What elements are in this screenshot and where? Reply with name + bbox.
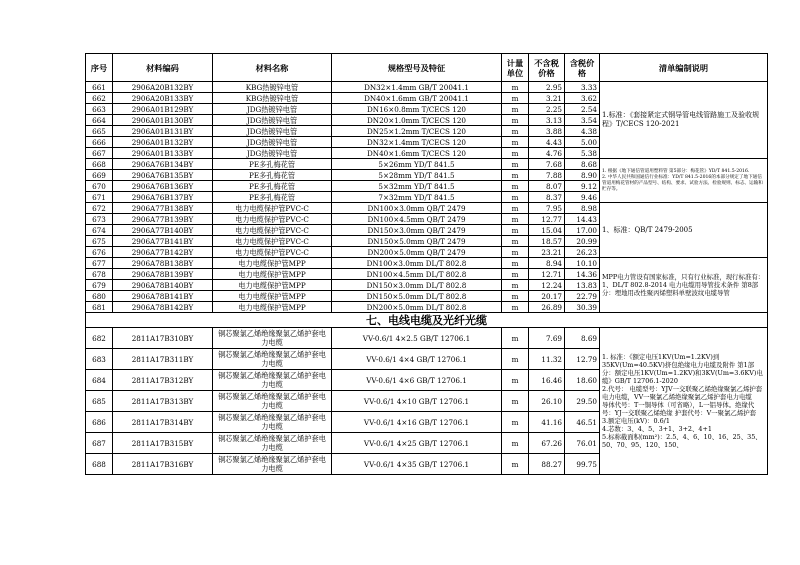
cell-spec: DN25×1.2mm T/CECS 120: [332, 126, 502, 137]
cell-code: 2906A77B139BY: [113, 214, 213, 225]
cell-unit: m: [502, 214, 529, 225]
cell-name: 铜芯聚氯乙烯绝缘聚氯乙烯护套电力电缆: [213, 349, 332, 370]
cell-spec: DN32×1.4mm GB/T 20041.1: [332, 82, 502, 93]
cell-price-inc-tax: 29.50: [565, 391, 600, 412]
cell-code: 2906A78B140BY: [113, 280, 213, 291]
cell-price-inc-tax: 13.83: [565, 280, 600, 291]
cell-name: JDG热镀锌电管: [213, 148, 332, 159]
notes-cell: 1、标准：QB/T 2479-2005: [600, 203, 768, 258]
cell-no: 668: [86, 159, 113, 170]
cell-spec: 7×32mm YD/T 841.5: [332, 192, 502, 203]
cell-code: 2906A20B132BY: [113, 82, 213, 93]
cell-price-ex-tax: 2.95: [529, 82, 565, 93]
cell-unit: m: [502, 126, 529, 137]
cell-name: 电力电缆保护管MPP: [213, 258, 332, 269]
notes-cell: 1. 根据《地下通信管道用塑料管 第5部分：梅花管》YD/T 841.5-2016. 2. 中华人民共和国通信行业标准：YD/T 841.5-2016的本部分规定了地下通信管道用梅花管材的产品型号、结构、要求、试验方法、检验规则、标志、运输和贮存等。: [600, 159, 768, 203]
cell-name: JDG热镀锌电管: [213, 115, 332, 126]
cell-price-ex-tax: 8.94: [529, 258, 565, 269]
cell-price-inc-tax: 46.51: [565, 412, 600, 433]
cell-price-inc-tax: 76.01: [565, 433, 600, 454]
cell-code: 2811A17B315BY: [113, 433, 213, 454]
cell-spec: DN20×1.0mm T/CECS 120: [332, 115, 502, 126]
cell-unit: m: [502, 454, 529, 475]
cell-price-inc-tax: 5.00: [565, 137, 600, 148]
cell-price-inc-tax: 8.69: [565, 328, 600, 349]
cell-spec: VV-0.6/1 4×10 GB/T 12706.1: [332, 391, 502, 412]
cell-name: KBG热镀锌电管: [213, 82, 332, 93]
cell-spec: VV-0.6/1 4×25 GB/T 12706.1: [332, 433, 502, 454]
cell-unit: m: [502, 328, 529, 349]
cell-name: 电力电缆保护管PVC-C: [213, 236, 332, 247]
cell-name: JDG热镀锌电管: [213, 137, 332, 148]
cell-price-inc-tax: 20.99: [565, 236, 600, 247]
cell-spec: DN100×4.5mm QB/T 2479: [332, 214, 502, 225]
cell-unit: m: [502, 236, 529, 247]
cell-unit: m: [502, 148, 529, 159]
cell-code: 2811A17B312BY: [113, 370, 213, 391]
cell-price-inc-tax: 9.46: [565, 192, 600, 203]
cell-price-ex-tax: 4.76: [529, 148, 565, 159]
col-header-no: 序号: [86, 54, 113, 82]
cell-spec: DN150×5.0mm QB/T 2479: [332, 236, 502, 247]
cell-name: 铜芯聚氯乙烯绝缘聚氯乙烯护套电力电缆: [213, 328, 332, 349]
cell-price-ex-tax: 18.57: [529, 236, 565, 247]
cell-price-ex-tax: 4.43: [529, 137, 565, 148]
cell-no: 672: [86, 203, 113, 214]
cell-price-inc-tax: 26.23: [565, 247, 600, 258]
cell-spec: 5×32mm YD/T 841.5: [332, 181, 502, 192]
cell-price-ex-tax: 7.69: [529, 328, 565, 349]
cell-spec: DN16×0.8mm T/CECS 120: [332, 104, 502, 115]
cell-price-inc-tax: 4.38: [565, 126, 600, 137]
cell-unit: m: [502, 225, 529, 236]
cell-code: 2906A20B133BY: [113, 93, 213, 104]
col-header-code: 材料编码: [113, 54, 213, 82]
cell-code: 2906A76B137BY: [113, 192, 213, 203]
cell-price-inc-tax: 3.54: [565, 115, 600, 126]
cell-name: JDG热镀锌电管: [213, 126, 332, 137]
cell-price-ex-tax: 7.68: [529, 159, 565, 170]
cell-name: 电力电缆保护管MPP: [213, 269, 332, 280]
cell-spec: DN40×1.6mm GB/T 20041.1: [332, 93, 502, 104]
col-header-spec: 规格型号及特征: [332, 54, 502, 82]
cell-code: 2906A01B129BY: [113, 104, 213, 115]
cell-price-inc-tax: 2.54: [565, 104, 600, 115]
cell-code: 2811A17B311BY: [113, 349, 213, 370]
cell-price-inc-tax: 17.00: [565, 225, 600, 236]
cell-spec: DN150×5.0mm DL/T 802.8: [332, 291, 502, 302]
cell-spec: VV-0.6/1 4×6 GB/T 12706.1: [332, 370, 502, 391]
cell-price-inc-tax: 22.79: [565, 291, 600, 302]
cell-unit: m: [502, 433, 529, 454]
cell-name: JDG热镀锌电管: [213, 104, 332, 115]
cell-no: 687: [86, 433, 113, 454]
cell-price-ex-tax: 41.16: [529, 412, 565, 433]
cell-unit: m: [502, 115, 529, 126]
cell-spec: DN100×3.0mm DL/T 802.8: [332, 258, 502, 269]
cell-spec: VV-0.6/1 4×2.5 GB/T 12706.1: [332, 328, 502, 349]
cell-unit: m: [502, 280, 529, 291]
cell-spec: DN40×1.6mm T/CECS 120: [332, 148, 502, 159]
cell-spec: DN200×5.0mm QB/T 2479: [332, 247, 502, 258]
notes-cell: MPP电力管设有国家标准，只有行业标准，现行标准有： 1、DL/T 802.8-2014 电力电缆用导管技术条件 第8部分：埋地用改性聚丙烯塑料单壁波纹电缆导管: [600, 258, 768, 313]
cell-price-ex-tax: 8.37: [529, 192, 565, 203]
cell-name: 电力电缆保护管PVC-C: [213, 225, 332, 236]
cell-price-ex-tax: 26.10: [529, 391, 565, 412]
cell-name: PE多孔梅花管: [213, 181, 332, 192]
cell-price-ex-tax: 67.26: [529, 433, 565, 454]
col-header-price-inc-tax: 含税价格: [565, 54, 600, 82]
col-header-price-ex-tax: 不含税价格: [529, 54, 565, 82]
notes-cell: 1.标准：《套接紧定式钢导管电线管路施工及验收规程》T/CECS 120-2021: [600, 82, 768, 159]
cell-code: 2811A17B314BY: [113, 412, 213, 433]
cell-code: 2906A77B138BY: [113, 203, 213, 214]
cell-name: 电力电缆保护管MPP: [213, 280, 332, 291]
cell-spec: VV-0.6/1 4×16 GB/T 12706.1: [332, 412, 502, 433]
cell-price-ex-tax: 12.71: [529, 269, 565, 280]
cell-price-inc-tax: 99.75: [565, 454, 600, 475]
cell-no: 673: [86, 214, 113, 225]
col-header-unit: 计量单位: [502, 54, 529, 82]
cell-unit: m: [502, 412, 529, 433]
cell-price-ex-tax: 3.13: [529, 115, 565, 126]
cell-unit: m: [502, 349, 529, 370]
cell-price-inc-tax: 8.68: [565, 159, 600, 170]
cell-no: 688: [86, 454, 113, 475]
cell-no: 663: [86, 104, 113, 115]
section-title: 七、电线电缆及光纤光缆: [86, 313, 768, 328]
cell-code: 2906A78B142BY: [113, 302, 213, 313]
cell-no: 683: [86, 349, 113, 370]
cell-no: 682: [86, 328, 113, 349]
cell-no: 671: [86, 192, 113, 203]
cell-unit: m: [502, 247, 529, 258]
cell-price-ex-tax: 16.46: [529, 370, 565, 391]
table-row: [86, 159, 768, 170]
section-header-row: [86, 313, 768, 328]
cell-no: 684: [86, 370, 113, 391]
cell-unit: m: [502, 269, 529, 280]
cell-code: 2906A78B141BY: [113, 291, 213, 302]
cell-no: 661: [86, 82, 113, 93]
cell-no: 677: [86, 258, 113, 269]
cell-no: 675: [86, 236, 113, 247]
cell-price-inc-tax: 3.33: [565, 82, 600, 93]
cell-price-inc-tax: 5.38: [565, 148, 600, 159]
cell-no: 670: [86, 181, 113, 192]
cell-unit: m: [502, 170, 529, 181]
cell-price-ex-tax: 11.32: [529, 349, 565, 370]
cell-price-inc-tax: 30.39: [565, 302, 600, 313]
cell-price-ex-tax: 3.21: [529, 93, 565, 104]
cell-code: 2906A76B136BY: [113, 181, 213, 192]
cell-unit: m: [502, 159, 529, 170]
cell-spec: DN100×3.0mm QB/T 2479: [332, 203, 502, 214]
cell-unit: m: [502, 391, 529, 412]
cell-name: 电力电缆保护管MPP: [213, 302, 332, 313]
cell-no: 662: [86, 93, 113, 104]
cell-price-ex-tax: 7.88: [529, 170, 565, 181]
cell-price-ex-tax: 2.25: [529, 104, 565, 115]
cell-code: 2906A01B130BY: [113, 115, 213, 126]
cell-unit: m: [502, 93, 529, 104]
table-row: [86, 328, 768, 349]
cell-price-ex-tax: 12.24: [529, 280, 565, 291]
cell-code: 2811A17B316BY: [113, 454, 213, 475]
cell-code: 2811A17B310BY: [113, 328, 213, 349]
table-row: [86, 258, 768, 269]
cell-unit: m: [502, 192, 529, 203]
cell-no: 679: [86, 280, 113, 291]
cell-price-inc-tax: 8.90: [565, 170, 600, 181]
cell-name: 铜芯聚氯乙烯绝缘聚氯乙烯护套电力电缆: [213, 454, 332, 475]
cell-unit: m: [502, 291, 529, 302]
cell-name: PE多孔梅花管: [213, 159, 332, 170]
cell-spec: DN100×4.5mm DL/T 802.8: [332, 269, 502, 280]
cell-name: KBG热镀锌电管: [213, 93, 332, 104]
cell-price-ex-tax: 3.88: [529, 126, 565, 137]
notes-cell: 1. 标准：《额定电压1KV(Um=1.2KV)到35KV(Um=40.5KV)挤包绝缘电力电缆及附件 第1部分：额定电压1KV(Um=1.2KV)和3KV(Um=3.6KV)电缆》GB/T 12706.1-2020 2.代号： 电缆型号：YJV一交联聚乙烯绝缘聚氯乙烯护套电力电缆，VV一聚氯乙烯绝缘聚氯乙烯护套电力电缆 导体代号：T一铜导体（可省略），L一铝导体。绝缘代号：YJ一交联聚乙烯绝缘 护套代号：V一聚氯乙烯护套 3.额定电压(kV)：0.6/1 4.芯数：3、4、5、3+1、3+2、4+1 5.标称截面积(mm²)：2.5、4、6、10、16、25、35、50、70、95、120、150、: [600, 328, 768, 475]
cell-code: 2811A17B313BY: [113, 391, 213, 412]
cell-spec: 5×28mm YD/T 841.5: [332, 170, 502, 181]
cell-unit: m: [502, 302, 529, 313]
header-row: [86, 54, 768, 82]
cell-code: 2906A76B134BY: [113, 159, 213, 170]
cell-code: 2906A77B141BY: [113, 236, 213, 247]
cell-name: 电力电缆保护管MPP: [213, 291, 332, 302]
cell-no: 674: [86, 225, 113, 236]
cell-price-inc-tax: 12.79: [565, 349, 600, 370]
cell-name: PE多孔梅花管: [213, 192, 332, 203]
cell-spec: DN200×5.0mm DL/T 802.8: [332, 302, 502, 313]
cell-price-inc-tax: 14.43: [565, 214, 600, 225]
cell-unit: m: [502, 181, 529, 192]
cell-no: 665: [86, 126, 113, 137]
cell-code: 2906A01B131BY: [113, 126, 213, 137]
cell-price-inc-tax: 10.10: [565, 258, 600, 269]
cell-code: 2906A77B140BY: [113, 225, 213, 236]
cell-code: 2906A01B133BY: [113, 148, 213, 159]
cell-price-inc-tax: 3.62: [565, 93, 600, 104]
cell-no: 680: [86, 291, 113, 302]
cell-unit: m: [502, 104, 529, 115]
cell-unit: m: [502, 203, 529, 214]
cell-spec: VV-0.6/1 4×35 GB/T 12706.1: [332, 454, 502, 475]
cell-price-ex-tax: 15.04: [529, 225, 565, 236]
cell-name: 铜芯聚氯乙烯绝缘聚氯乙烯护套电力电缆: [213, 391, 332, 412]
table-row: [86, 203, 768, 214]
cell-no: 669: [86, 170, 113, 181]
cell-price-ex-tax: 8.07: [529, 181, 565, 192]
cell-price-ex-tax: 12.77: [529, 214, 565, 225]
cell-price-inc-tax: 8.98: [565, 203, 600, 214]
price-list-table: [85, 53, 768, 475]
col-header-notes: 清单编制说明: [600, 54, 768, 82]
cell-no: 678: [86, 269, 113, 280]
cell-code: 2906A01B132BY: [113, 137, 213, 148]
cell-code: 2906A77B142BY: [113, 247, 213, 258]
cell-unit: m: [502, 137, 529, 148]
cell-spec: VV-0.6/1 4×4 GB/T 12706.1: [332, 349, 502, 370]
cell-spec: DN150×3.0mm DL/T 802.8: [332, 280, 502, 291]
cell-price-ex-tax: 20.17: [529, 291, 565, 302]
cell-no: 666: [86, 137, 113, 148]
cell-name: 电力电缆保护管PVC-C: [213, 247, 332, 258]
table-row: [86, 82, 768, 93]
cell-no: 667: [86, 148, 113, 159]
cell-price-inc-tax: 14.36: [565, 269, 600, 280]
cell-no: 686: [86, 412, 113, 433]
cell-code: 2906A76B135BY: [113, 170, 213, 181]
cell-no: 685: [86, 391, 113, 412]
table-body: [86, 82, 768, 475]
cell-unit: m: [502, 258, 529, 269]
cell-name: 电力电缆保护管PVC-C: [213, 203, 332, 214]
cell-price-inc-tax: 18.60: [565, 370, 600, 391]
cell-name: 电力电缆保护管PVC-C: [213, 214, 332, 225]
cell-unit: m: [502, 82, 529, 93]
cell-code: 2906A78B139BY: [113, 269, 213, 280]
cell-no: 664: [86, 115, 113, 126]
cell-no: 681: [86, 302, 113, 313]
cell-name: 铜芯聚氯乙烯绝缘聚氯乙烯护套电力电缆: [213, 370, 332, 391]
cell-price-ex-tax: 23.21: [529, 247, 565, 258]
cell-name: 铜芯聚氯乙烯绝缘聚氯乙烯护套电力电缆: [213, 412, 332, 433]
cell-no: 676: [86, 247, 113, 258]
cell-price-ex-tax: 7.95: [529, 203, 565, 214]
cell-price-inc-tax: 9.12: [565, 181, 600, 192]
col-header-name: 材料名称: [213, 54, 332, 82]
cell-price-ex-tax: 26.89: [529, 302, 565, 313]
cell-name: PE多孔梅花管: [213, 170, 332, 181]
cell-code: 2906A78B138BY: [113, 258, 213, 269]
cell-unit: m: [502, 370, 529, 391]
cell-price-ex-tax: 88.27: [529, 454, 565, 475]
cell-spec: DN150×3.0mm QB/T 2479: [332, 225, 502, 236]
cell-name: 铜芯聚氯乙烯绝缘聚氯乙烯护套电力电缆: [213, 433, 332, 454]
cell-spec: 5×26mm YD/T 841.5: [332, 159, 502, 170]
cell-spec: DN32×1.4mm T/CECS 120: [332, 137, 502, 148]
